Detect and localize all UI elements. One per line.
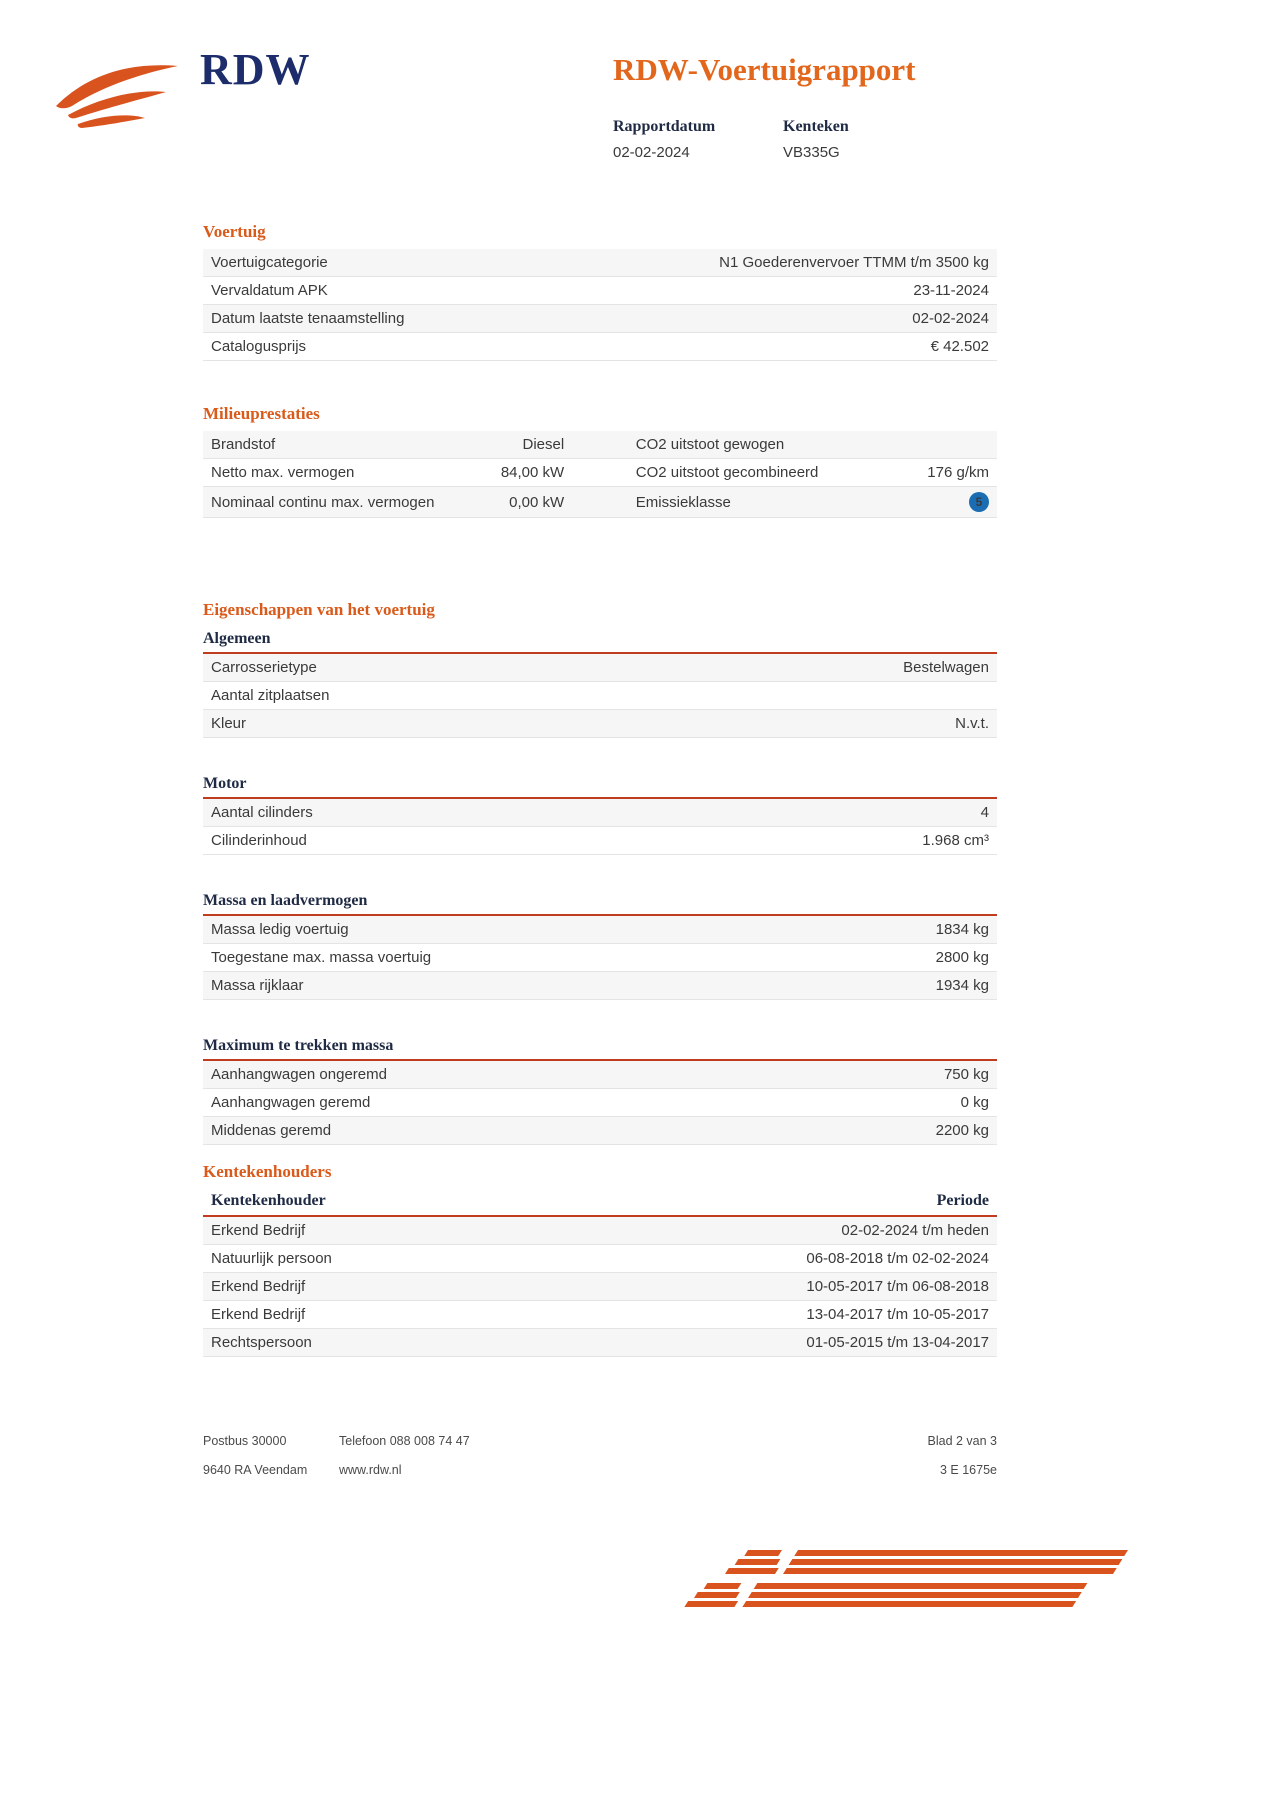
holder-name: Erkend Bedrijf — [211, 1278, 306, 1295]
holder-period: 13-04-2017 t/m 10-05-2017 — [806, 1306, 989, 1323]
table-row — [203, 1217, 997, 1245]
footer-page-number: Blad 2 van 3 — [927, 1434, 997, 1448]
page-footer — [203, 1434, 997, 1492]
footer-address-line2: 9640 RA Veendam — [203, 1463, 308, 1477]
row-label: CO2 uitstoot gecombineerd — [635, 464, 819, 481]
table-row — [203, 249, 997, 277]
table-row — [203, 916, 997, 944]
row-value: 0 kg — [960, 1094, 989, 1111]
table-row — [203, 1329, 997, 1357]
subsection-title-algemeen: Algemeen — [203, 627, 997, 654]
footer-website-link[interactable]: www.rdw.nl — [339, 1463, 402, 1477]
subsection-trekken — [203, 1034, 997, 1145]
section-title-kentekenhouders: Kentekenhouders — [203, 1162, 332, 1181]
report-date-label: Rapportdatum — [613, 118, 716, 135]
row-value: 02-02-2024 — [912, 310, 989, 327]
row-label: Catalogusprijs — [211, 338, 307, 355]
row-label: Voertuigcategorie — [211, 254, 328, 271]
report-meta — [613, 118, 953, 161]
row-label: Brandstof — [211, 436, 276, 453]
row-label: CO2 uitstoot gewogen — [635, 436, 785, 453]
subsection-title-massa: Massa en laadvermogen — [203, 889, 997, 916]
table-row — [203, 1089, 997, 1117]
holder-period: 02-02-2024 t/m heden — [841, 1222, 989, 1239]
row-value: 84,00 kW — [500, 464, 565, 481]
holder-period: 10-05-2017 t/m 06-08-2018 — [806, 1278, 989, 1295]
row-label: Netto max. vermogen — [211, 464, 355, 481]
column-header-periode: Periode — [936, 1192, 989, 1209]
row-label: Middenas geremd — [211, 1122, 332, 1139]
row-label: Nominaal continu max. vermogen — [211, 493, 435, 511]
table-row — [203, 1301, 997, 1329]
row-value: 750 kg — [943, 1066, 989, 1083]
table-row — [203, 944, 997, 972]
row-value: 0,00 kW — [509, 493, 565, 511]
rdw-stripes-graphic — [648, 1550, 1128, 1615]
table-row — [203, 799, 997, 827]
page-title: RDW-Voertuigrapport — [613, 52, 916, 87]
table-row — [203, 827, 997, 855]
row-label: Emissieklasse — [635, 493, 731, 511]
table-row — [203, 1061, 997, 1089]
row-value: Bestelwagen — [903, 659, 989, 676]
table-row — [203, 1117, 997, 1145]
row-value: 1834 kg — [935, 921, 989, 938]
row-value: 2200 kg — [935, 1122, 989, 1139]
row-label: Aantal cilinders — [211, 804, 313, 821]
table-row — [203, 972, 997, 1000]
table-row — [203, 459, 997, 487]
section-eigenschappen — [203, 600, 997, 1145]
row-value: 23-11-2024 — [913, 282, 989, 299]
row-label: Massa rijklaar — [211, 977, 304, 994]
table-row — [203, 654, 997, 682]
section-kentekenhouders — [203, 1162, 997, 1357]
table-row — [203, 277, 997, 305]
row-value: N.v.t. — [955, 715, 989, 732]
section-voertuig — [203, 222, 997, 361]
holder-period: 06-08-2018 t/m 02-02-2024 — [806, 1250, 989, 1267]
table-row — [203, 431, 997, 459]
table-row — [203, 1273, 997, 1301]
footer-address-line1: Postbus 30000 — [203, 1434, 287, 1448]
subsection-motor — [203, 772, 997, 855]
row-value: € 42.502 — [930, 338, 989, 355]
row-label: Datum laatste tenaamstelling — [211, 310, 405, 327]
row-value: 1.968 cm³ — [922, 832, 989, 849]
section-title-voertuig: Voertuig — [203, 222, 266, 241]
row-value: 1934 kg — [935, 977, 989, 994]
table-row — [203, 682, 997, 710]
row-label: Vervaldatum APK — [211, 282, 328, 299]
column-header-kentekenhouder: Kentekenhouder — [211, 1192, 326, 1209]
kentekenhouders-table-header — [203, 1189, 997, 1217]
row-value: 2800 kg — [935, 949, 989, 966]
row-label: Aanhangwagen geremd — [211, 1094, 371, 1111]
emissieklasse-badge: 5 — [969, 492, 989, 512]
section-milieuprestaties — [203, 404, 997, 518]
section-title-milieuprestaties: Milieuprestaties — [203, 404, 320, 423]
row-label: Massa ledig voertuig — [211, 921, 349, 938]
row-value: Diesel — [522, 436, 565, 453]
rdw-logo-icon — [48, 58, 183, 141]
subsection-title-trekken: Maximum te trekken massa — [203, 1034, 997, 1061]
subsection-massa — [203, 889, 997, 1000]
table-row — [203, 1245, 997, 1273]
subsection-title-motor: Motor — [203, 772, 997, 799]
row-label: Aanhangwagen ongeremd — [211, 1066, 387, 1083]
row-label: Aantal zitplaatsen — [211, 687, 330, 704]
holder-name: Erkend Bedrijf — [211, 1222, 306, 1239]
row-label: Cilinderinhoud — [211, 832, 307, 849]
table-row — [203, 305, 997, 333]
holder-name: Rechtspersoon — [211, 1334, 312, 1351]
table-row — [203, 487, 997, 518]
holder-period: 01-05-2015 t/m 13-04-2017 — [806, 1334, 989, 1351]
row-value: 176 g/km — [927, 464, 989, 481]
kenteken-label: Kenteken — [783, 118, 849, 135]
holder-name: Erkend Bedrijf — [211, 1306, 306, 1323]
rdw-logo-text: RDW — [200, 45, 311, 94]
row-value: 4 — [980, 804, 989, 821]
row-label: Toegestane max. massa voertuig — [211, 949, 432, 966]
row-label: Kleur — [211, 715, 247, 732]
report-date-value: 02-02-2024 — [613, 144, 690, 161]
kenteken-value: VB335G — [783, 144, 840, 161]
footer-phone: Telefoon 088 008 74 47 — [339, 1434, 470, 1448]
row-value: N1 Goederenvervoer TTMM t/m 3500 kg — [719, 254, 989, 271]
section-title-eigenschappen: Eigenschappen van het voertuig — [203, 600, 435, 619]
holder-name: Natuurlijk persoon — [211, 1250, 332, 1267]
subsection-algemeen — [203, 627, 997, 738]
footer-form-code: 3 E 1675e — [940, 1463, 997, 1477]
table-row — [203, 333, 997, 361]
table-row — [203, 710, 997, 738]
row-label: Carrosserietype — [211, 659, 317, 676]
